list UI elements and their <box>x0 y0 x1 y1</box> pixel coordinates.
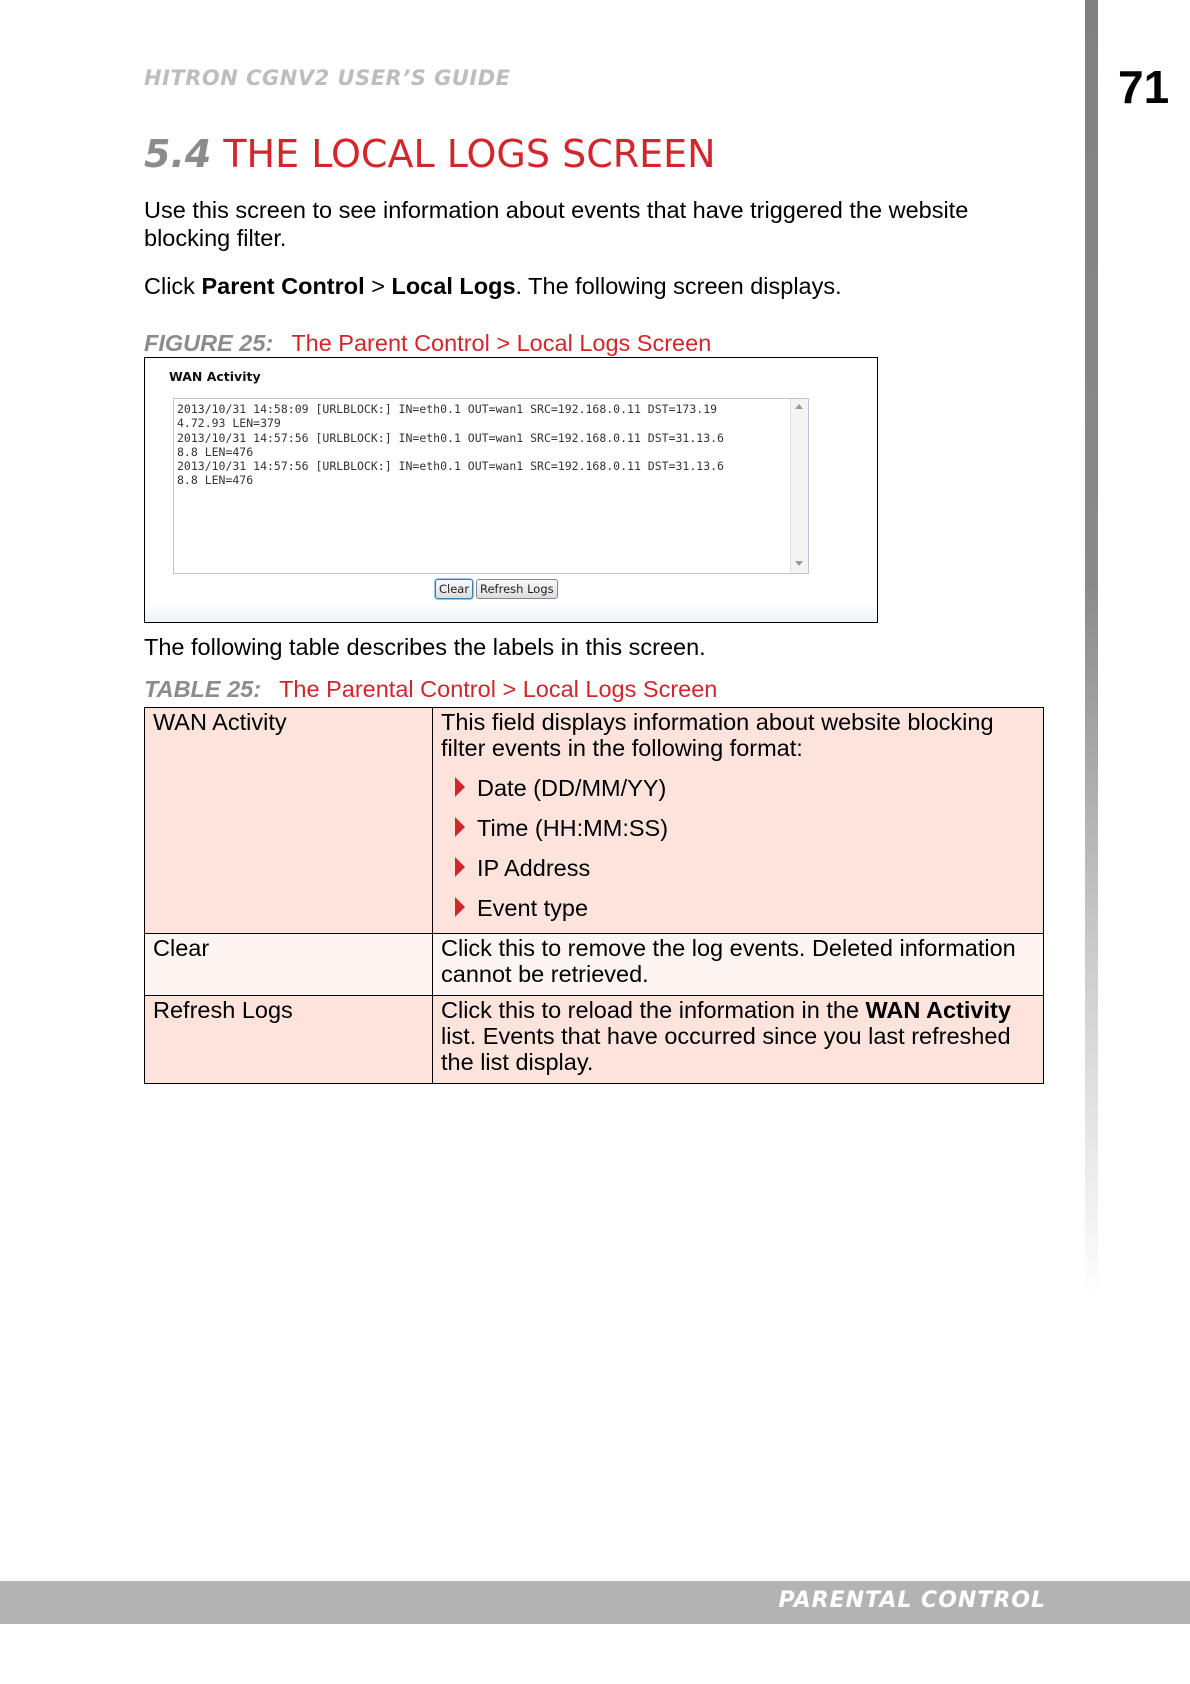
bullet-text: Date (DD/MM/YY) <box>477 775 667 801</box>
bullet-text: IP Address <box>477 855 591 881</box>
bullet-text: Event type <box>477 895 589 921</box>
page-edge-bar <box>1085 0 1098 1300</box>
wan-activity-label: WAN Activity <box>169 369 261 384</box>
table-caption-text: The Parental Control > Local Logs Screen <box>279 676 718 702</box>
table-row <box>145 708 1044 934</box>
section-title <box>144 132 716 176</box>
bullet-arrow-icon <box>455 857 465 877</box>
row-label: Refresh Logs <box>145 996 433 1084</box>
refresh-logs-button[interactable]: Refresh Logs <box>476 579 558 599</box>
menu-parent-control: Parent Control <box>201 273 365 299</box>
scroll-down-icon[interactable] <box>795 561 803 566</box>
desc-suffix: list. Events that have occurred since you last refreshed the list display. <box>441 1023 1011 1075</box>
bullet-arrow-icon <box>455 817 465 837</box>
row-label: WAN Activity <box>145 708 433 934</box>
wan-activity-log[interactable] <box>173 398 809 574</box>
figure-caption-text: The Parent Control > Local Logs Screen <box>291 330 712 356</box>
labels-table <box>144 707 1044 1084</box>
figure-label: FIGURE 25: <box>144 330 274 356</box>
bullet-arrow-icon <box>455 777 465 797</box>
footer-bar <box>0 1581 1190 1624</box>
scroll-up-icon[interactable] <box>795 404 803 409</box>
figure-gloss <box>145 600 877 622</box>
menu-separator: > <box>364 273 392 299</box>
section-title-text: THE LOCAL LOGS SCREEN <box>223 132 716 176</box>
intro-paragraph: Use this screen to see information about events that have triggered the website blocking filter. <box>144 197 969 251</box>
click-suffix: . The following screen displays. <box>515 273 842 299</box>
bullet-arrow-icon <box>455 897 465 917</box>
bullet-text: Time (HH:MM:SS) <box>477 815 669 841</box>
click-prefix: Click <box>144 273 202 299</box>
format-list <box>441 771 1035 925</box>
row-description-text: This field displays information about website blocking filter events in the following format: <box>441 709 994 761</box>
figure-caption <box>144 329 711 357</box>
footer-chapter-title: PARENTAL CONTROL <box>778 1588 1046 1613</box>
section-number: 5.4 <box>144 132 212 176</box>
list-item <box>441 851 1035 891</box>
table-intro: The following table describes the labels in this screen. <box>144 634 706 660</box>
row-label: Clear <box>145 934 433 996</box>
click-instruction <box>144 272 1024 300</box>
table-label: TABLE 25: <box>144 676 262 702</box>
figure-screenshot <box>144 357 878 623</box>
table-caption <box>144 675 717 703</box>
log-scrollbar[interactable] <box>790 399 808 573</box>
running-header: HITRON CGNV2 USER’S GUIDE <box>144 66 511 90</box>
desc-bold: WAN Activity <box>865 997 1011 1023</box>
menu-local-logs: Local Logs <box>391 273 516 299</box>
list-item <box>441 891 1035 925</box>
row-description <box>433 996 1044 1084</box>
desc-prefix: Click this to reload the information in the <box>441 997 866 1023</box>
list-item <box>441 811 1035 851</box>
table-row <box>145 996 1044 1084</box>
row-description <box>433 708 1044 934</box>
list-item <box>441 771 1035 811</box>
clear-button[interactable]: Clear <box>435 579 473 599</box>
row-description: Click this to remove the log events. Deleted information cannot be retrieved. <box>433 934 1044 996</box>
table-row <box>145 934 1044 996</box>
page-number: 71 <box>1118 61 1170 113</box>
log-text: 2013/10/31 14:58:09 [URLBLOCK:] IN=eth0.1 OUT=wan1 SRC=192.168.0.11 DST=173.19 4.72.93 LEN=379 2013/10/31 14:57:56 [URLBLOCK:] IN=eth0.1 OUT=wan1 SRC=192.168.0.11 DST=31.13.6 8.8 LEN=476 2013/10/31 14:57:56 [URLBLOCK:] IN=eth0.1 OUT=wan1 SRC=192.168.0.11 DST=31.13.6 8.8 LEN=476 <box>177 402 724 488</box>
